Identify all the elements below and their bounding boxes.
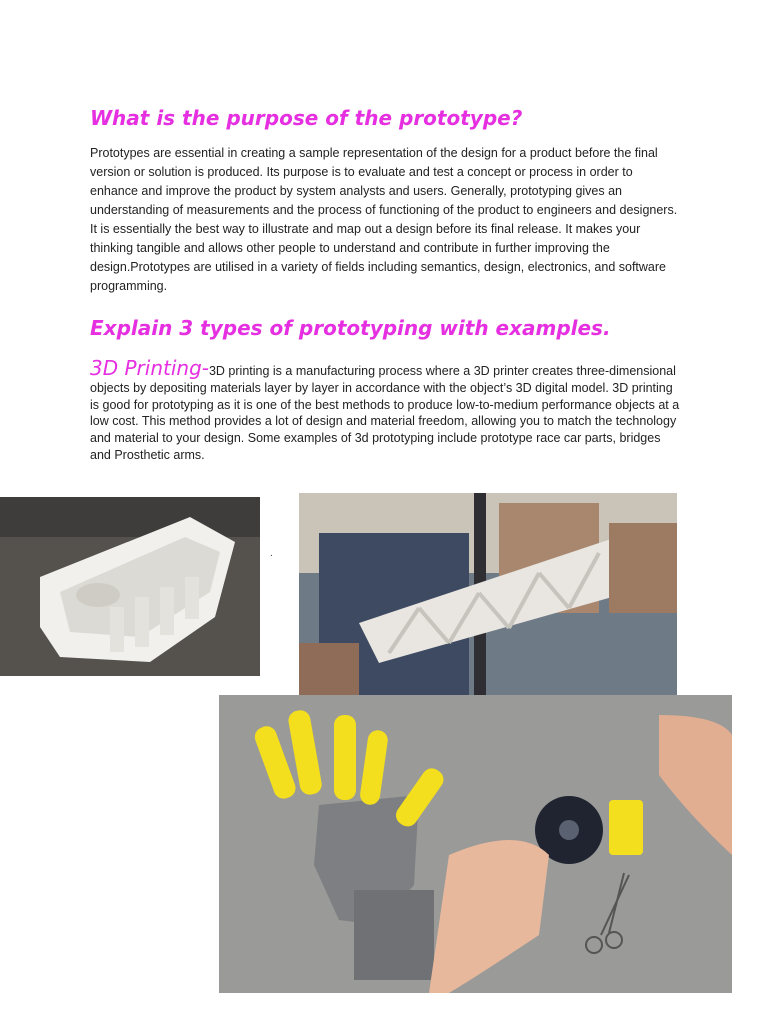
subheading-3d-printing: 3D Printing-	[90, 356, 209, 380]
photo-prosthetic-arm	[219, 695, 732, 993]
prosthetic-arm-image	[219, 695, 732, 993]
stray-mark: .	[270, 548, 273, 559]
paragraph-3d-printing	[90, 356, 680, 464]
paragraph-purpose: Prototypes are essential in creating a sample representation of the design for a product before the final version or solution is produced. Its purpose is to evaluate and test a concept or process in order to enhance and improve the product by system analysts and users. Generally, prototyping gives an understanding of measurements and the process of functioning of the product to engineers and designers. It is essentially the best way to illustrate and map out a design before its final release. It makes your thinking tangible and allows other people to understand and contribute in further improving the design.Prototypes are utilised in a variety of fields including semantics, design, electronics, and software programming.	[90, 146, 678, 293]
text-3d-printing: 3D printing is a manufacturing process where a 3D printer creates three-dimensional objects by depositing materials layer by layer in accordance with the object’s 3D digital model. 3D printing is good for prototyping as it is one of the best methods to produce low-to-medium performance objects at a low cost. This method provides a lot of design and material freedom, allowing you to match the technology and material to your design. Some examples of 3d prototyping include prototype race car parts, bridges and Prosthetic arms.	[90, 364, 680, 462]
race-car-part-image	[0, 497, 260, 676]
heading-purpose: What is the purpose of the prototype?	[90, 106, 523, 130]
bridge-image	[299, 493, 677, 712]
heading-types: Explain 3 types of prototyping with examples.	[90, 316, 611, 340]
photo-bridge	[299, 493, 677, 712]
photo-race-car-part	[0, 497, 260, 676]
